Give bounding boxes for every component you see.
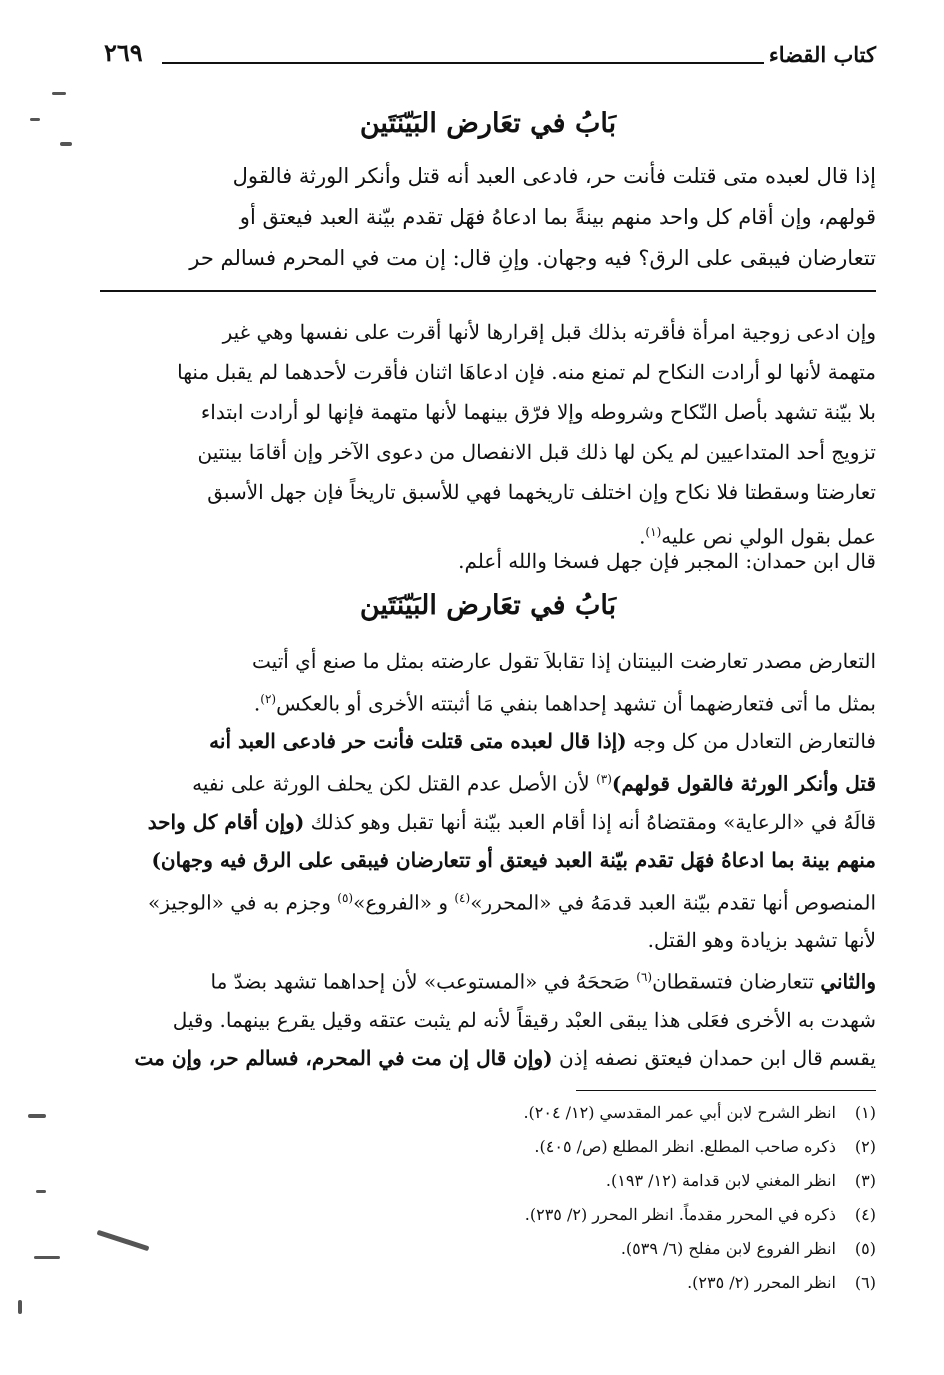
footnote-text: ذكره صاحب المطلع. انظر المطلع (ص/ ٤٠٥). xyxy=(534,1137,836,1156)
matn-separator xyxy=(100,290,876,292)
paragraph-line xyxy=(100,1039,876,1077)
footnote-number: (٤) xyxy=(854,1205,876,1224)
paragraph-line: لأنها تشهد بزيادة وهو القتل. xyxy=(647,928,876,953)
running-header-title: كتاب القضاء xyxy=(768,42,876,67)
paragraph-line: التعارض مصدر تعارضت البينتان إذا تقابلاَ تقول عارضته بمثل ما صنع أي أتيت xyxy=(252,649,876,673)
footnotes xyxy=(300,1096,876,1300)
footnote-text: انظر الشرح لابن أبي عمر المقدسي (١٢/ ٢٠٤). xyxy=(523,1103,836,1122)
paragraph-line-text: بمثل ما أتى فتعارضهما أن تشهد إحداهما بنفي مَا أثبتته الأخرى أو بالعكس xyxy=(276,691,876,716)
footnote xyxy=(300,1266,876,1300)
plain-text: فالتعارض التعادل من كل وجه xyxy=(626,729,876,753)
sharh-line-text: عمل بقول الولي نص عليه xyxy=(661,524,876,549)
footnote xyxy=(300,1198,876,1232)
sharh-line: بلا بيّنة تشهد بأصل النّكاح وشروطه وإلا فرّق بينهما لأنها متهمة فإنها لو أرادت ابتداء xyxy=(200,400,876,424)
footnote-text: انظر المحرر (٢/ ٢٣٥). xyxy=(687,1273,836,1292)
footnote-text: انظر المغني لابن قدامة (١٢/ ١٩٣). xyxy=(605,1171,836,1190)
plain-text: يقسم قال ابن حمدان فيعتق نصفه إذن xyxy=(552,1045,876,1070)
scan-speck xyxy=(60,142,72,146)
sharh-line: تزويج أحد المتداعيين لم يكن لها ذلك قبل الانفصال من دعوى الآخر وإن أقامَا بينتين xyxy=(197,440,876,464)
footnote-number: (٦) xyxy=(854,1273,876,1292)
header-rule xyxy=(162,62,764,64)
footnote-ref: (٤) xyxy=(454,890,471,905)
plain-text: صَححَهُ في «المستوعب» لأن إحداهما تشهد بضدّ ما xyxy=(210,969,637,994)
paragraph-line xyxy=(100,803,876,841)
paragraph-first-opinion xyxy=(100,722,876,959)
scan-speck xyxy=(34,1256,60,1259)
plain-text: لأن الأصل عدم القتل لكن يحلف الورثة على نفيه xyxy=(192,771,597,796)
footnote-rule xyxy=(576,1090,876,1091)
matn-quote: (وإن قال إن مت في المحرم، فسالم حر، وإن مت xyxy=(134,1045,553,1070)
footnote-ref: (٢) xyxy=(260,692,277,706)
paragraph-line xyxy=(100,958,876,1001)
scan-speck xyxy=(52,92,66,95)
ibn-hamdan-line: قال ابن حمدان: المجبر فإن جهل فسخا والله أعلم. xyxy=(458,549,876,573)
footnote-ref: (٥) xyxy=(337,890,354,905)
scan-speck xyxy=(97,1230,150,1251)
footnote-number: (٢) xyxy=(854,1137,876,1156)
paragraph-line xyxy=(100,879,876,922)
matn-line: تتعارضان فيبقى على الرق؟ فيه وجهان. وإنِ قال: إن مت في المحرم فسالم حر xyxy=(189,246,876,270)
footnote-text: ذكره في المحرر مقدماً. انظر المحرر (٢/ ٢٣٥). xyxy=(524,1205,836,1224)
sharh-line: تعارضتا وسقطتا فلا نكاح وإن اختلف تاريخهما فهي للأسبق تاريخاً فإن جهل الأسبق xyxy=(207,480,876,504)
footnote-ref: (٦) xyxy=(636,970,653,984)
paragraph-line xyxy=(100,722,876,760)
scan-speck xyxy=(18,1300,22,1314)
footnote-ref: (٣) xyxy=(596,772,612,786)
matn-line: إذا قال لعبده متى قتلت فأنت حر، فادعى العبد أنه قتل وأنكر الورثة فالقول xyxy=(232,164,876,188)
scan-speck xyxy=(30,118,40,121)
paragraph-line xyxy=(100,841,876,879)
section-title: بَابُ في تعَارض البَيّنَتَين xyxy=(359,590,617,621)
matn-quote: (وإن أقام كل واحد xyxy=(147,809,305,834)
paragraph-definition xyxy=(100,642,876,723)
matn-quote: (إذا قال لعبده متى قتلت فأنت حر فادعى العبد أنه xyxy=(209,729,627,753)
plain-text: قالَهُ في «الرعاية» ومقتضاهُ أنه إذا أقام العبد بيّنة أنها تقبل وهو كذلك xyxy=(304,809,876,834)
plain-text: تتعارضان فتسقطان xyxy=(652,969,821,994)
footnote-ref: (١) xyxy=(645,525,662,539)
paragraph-line: بمثل ما أتى فتعارضهما أن تشهد إحداهما بنفي مَا أثبتته الأخرى أو بالعكس$^{(٢)}$. xyxy=(253,691,876,716)
plain-text: وجزم به في «الوجيز» xyxy=(148,890,338,915)
sharh-line: متهمة لأنها لو أرادت النكاح لم تمنع منه. فإن ادعاهَا اثنان فأقرت لأحدهما لم يقبل منها xyxy=(177,360,876,384)
sharh-top-text xyxy=(100,312,876,557)
matn-text xyxy=(100,156,876,279)
paragraph-line: شهدت به الأخرى فعَلى هذا يبقى العبْد رقيقاً لأنه لم يثبت عتقه وقيل يقرع بينهما. وقيل xyxy=(172,1007,876,1032)
footnote-number: (٣) xyxy=(854,1171,876,1190)
matn-quote: والثاني xyxy=(820,969,876,994)
footnote xyxy=(300,1232,876,1266)
matn-quote: قتل وأنكر الورثة فالقول قولهم) xyxy=(611,771,876,796)
footnote xyxy=(300,1164,876,1198)
plain-text: المنصوص أنها تقدم بيّنة العبد قدمَهُ في «المحرر» xyxy=(470,890,876,915)
scan-speck xyxy=(28,1114,46,1118)
footnote xyxy=(300,1130,876,1164)
scan-speck xyxy=(36,1190,46,1193)
page-number: ٢٦٩ xyxy=(104,38,143,67)
footnote-text: انظر الفروع لابن مفلح (٦/ ٥٣٩). xyxy=(620,1239,836,1258)
matn-quote: منهم بينة بما ادعاهُ فهَل تقدم بيّنة العبد فيعتق أو تتعارضان فيبقى على الرق فيه وجهان) xyxy=(151,847,876,872)
sharh-line: عمل بقول الولي نص عليه$^{(١)}$. xyxy=(639,524,876,549)
footnote-number: (٥) xyxy=(854,1239,876,1258)
paragraph-line xyxy=(100,760,876,803)
footnote-number: (١) xyxy=(854,1103,876,1122)
plain-text: و «الفروع» xyxy=(353,890,455,915)
matn-title: بَابُ في تعَارض البَيّنَتَين xyxy=(359,108,617,139)
footnote xyxy=(300,1096,876,1130)
sharh-line: وإن ادعى زوجية امرأة فأقرته بذلك قبل إقرارها لأنها أقرت على نفسها وهي غير xyxy=(222,320,876,344)
matn-line: قولهم، وإن أقام كل واحد منهم بينةً بما ادعاهُ فهَل تقدم بيّنة العبد فيعتق أو xyxy=(239,205,876,229)
paragraph-second-opinion xyxy=(100,958,876,1077)
